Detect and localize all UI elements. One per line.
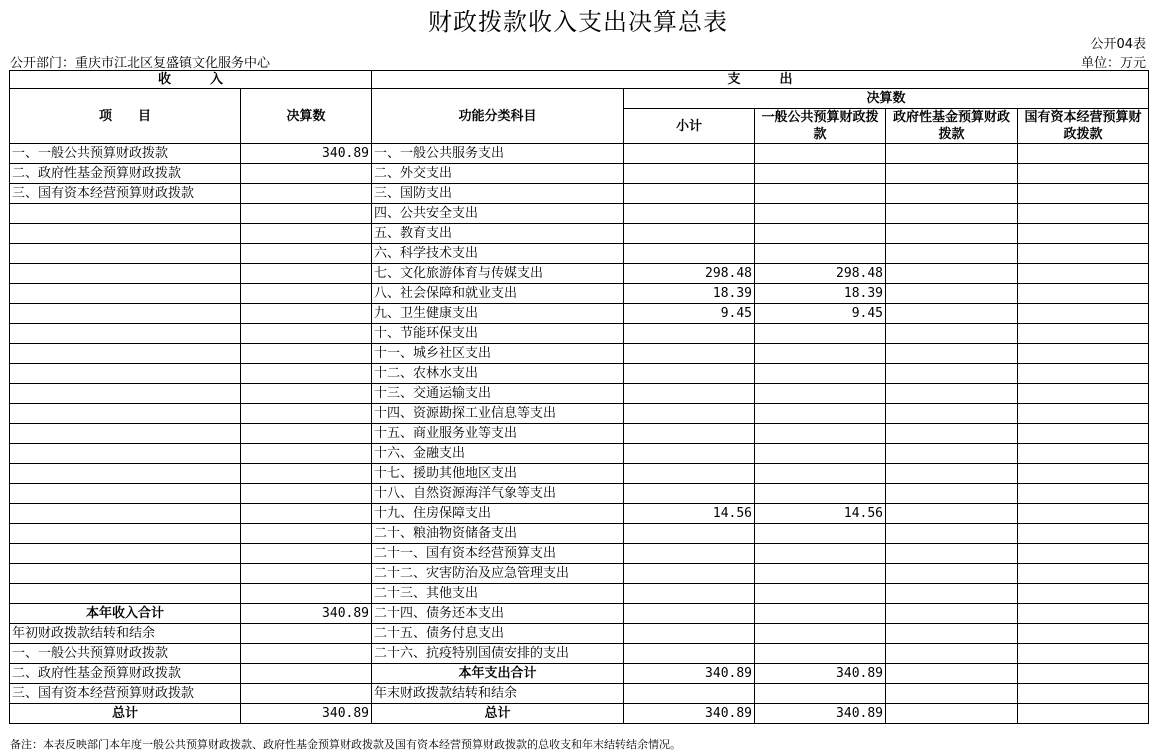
expense-category-cell: 十二、农林水支出	[372, 364, 624, 384]
income-amount-cell	[241, 284, 372, 304]
subtotal-cell	[624, 324, 755, 344]
income-amount-cell	[241, 344, 372, 364]
subtotal-cell: 298.48	[624, 264, 755, 284]
gov-fund-cell	[886, 444, 1018, 464]
subtotal-cell	[624, 584, 755, 604]
income-item-cell	[10, 584, 241, 604]
income-amount-header: 决算数	[241, 89, 372, 144]
income-amount-cell	[241, 264, 372, 284]
table-row	[10, 284, 1149, 304]
table-row	[10, 184, 1149, 204]
general-budget-cell	[755, 424, 886, 444]
subtotal-cell	[624, 544, 755, 564]
subtotal-cell: 340.89	[624, 704, 755, 724]
expense-category-cell: 十六、金融支出	[372, 444, 624, 464]
form-number: 公开04表	[1090, 37, 1146, 52]
subtotal-cell	[624, 604, 755, 624]
general-budget-cell	[755, 204, 886, 224]
state-capital-cell	[1018, 224, 1149, 244]
income-item-cell	[10, 304, 241, 324]
income-item-cell	[10, 404, 241, 424]
general-budget-cell	[755, 164, 886, 184]
income-amount-cell	[241, 504, 372, 524]
gov-fund-cell	[886, 324, 1018, 344]
general-budget-cell	[755, 524, 886, 544]
general-budget-cell	[755, 324, 886, 344]
table-row	[10, 384, 1149, 404]
subtotal-cell	[624, 484, 755, 504]
general-budget-cell	[755, 624, 886, 644]
expense-category-cell: 十八、自然资源海洋气象等支出	[372, 484, 624, 504]
income-amount-cell	[241, 324, 372, 344]
gov-fund-cell	[886, 204, 1018, 224]
expense-category-cell: 二十二、灾害防治及应急管理支出	[372, 564, 624, 584]
table-row	[10, 264, 1149, 284]
income-item-cell: 三、国有资本经营预算财政拨款	[10, 184, 241, 204]
footnote: 备注：本表反映部门本年度一般公共预算财政拨款、政府性基金预算财政拨款及国有资本经营预算财政拨款的总收支和年末结转结余情况。	[10, 738, 681, 751]
subtotal-cell	[624, 224, 755, 244]
table-row	[10, 544, 1149, 564]
expense-category-cell: 二、外交支出	[372, 164, 624, 184]
general-budget-cell	[755, 684, 886, 704]
income-item-cell	[10, 544, 241, 564]
gov-fund-cell	[886, 464, 1018, 484]
table-row	[10, 624, 1149, 644]
subtotal-cell	[624, 244, 755, 264]
income-item-cell: 三、国有资本经营预算财政拨款	[10, 684, 241, 704]
table-row	[10, 684, 1149, 704]
table-row	[10, 164, 1149, 184]
gov-fund-cell	[886, 344, 1018, 364]
table-row	[10, 404, 1149, 424]
table-row	[10, 204, 1149, 224]
gov-fund-cell	[886, 184, 1018, 204]
income-item-cell	[10, 504, 241, 524]
expense-category-cell: 十、节能环保支出	[372, 324, 624, 344]
subtotal-header: 小计	[624, 109, 755, 144]
income-amount-cell	[241, 204, 372, 224]
gov-fund-cell	[886, 544, 1018, 564]
income-item-cell	[10, 284, 241, 304]
income-item-cell	[10, 564, 241, 584]
income-item-cell	[10, 264, 241, 284]
expense-amount-group-header: 决算数	[624, 89, 1149, 109]
gov-fund-cell	[886, 584, 1018, 604]
income-amount-cell	[241, 404, 372, 424]
income-header: 收 入	[10, 71, 372, 89]
general-budget-cell: 14.56	[755, 504, 886, 524]
income-item-cell: 二、政府性基金预算财政拨款	[10, 664, 241, 684]
subtotal-cell	[624, 344, 755, 364]
subtotal-cell	[624, 404, 755, 424]
expense-category-cell: 二十三、其他支出	[372, 584, 624, 604]
gov-fund-cell	[886, 284, 1018, 304]
expense-category-cell: 十四、资源勘探工业信息等支出	[372, 404, 624, 424]
table-row	[10, 484, 1149, 504]
gov-fund-cell	[886, 404, 1018, 424]
expense-category-cell: 七、文化旅游体育与传媒支出	[372, 264, 624, 284]
income-amount-cell: 340.89	[241, 704, 372, 724]
table-row	[10, 664, 1149, 684]
gov-fund-cell	[886, 604, 1018, 624]
table-row	[10, 464, 1149, 484]
subtotal-cell: 340.89	[624, 664, 755, 684]
state-capital-cell	[1018, 664, 1149, 684]
state-capital-cell	[1018, 484, 1149, 504]
general-budget-cell: 340.89	[755, 704, 886, 724]
income-item-cell	[10, 484, 241, 504]
income-item-cell	[10, 524, 241, 544]
state-capital-cell	[1018, 544, 1149, 564]
expense-category-cell: 二十四、债务还本支出	[372, 604, 624, 624]
general-budget-cell	[755, 604, 886, 624]
income-amount-cell	[241, 584, 372, 604]
state-capital-cell	[1018, 444, 1149, 464]
general-budget-cell	[755, 584, 886, 604]
table-row	[10, 604, 1149, 624]
state-capital-cell	[1018, 404, 1149, 424]
gov-fund-cell	[886, 364, 1018, 384]
income-amount-cell	[241, 544, 372, 564]
table-row	[10, 244, 1149, 264]
general-budget-cell	[755, 404, 886, 424]
income-item-cell	[10, 224, 241, 244]
income-amount-cell	[241, 424, 372, 444]
gov-fund-cell	[886, 524, 1018, 544]
gov-fund-cell	[886, 564, 1018, 584]
state-capital-cell	[1018, 704, 1149, 724]
subtotal-cell	[624, 164, 755, 184]
gov-fund-cell	[886, 504, 1018, 524]
state-capital-cell	[1018, 684, 1149, 704]
item-header: 项 目	[10, 89, 241, 144]
state-capital-cell	[1018, 344, 1149, 364]
expense-category-cell: 五、教育支出	[372, 224, 624, 244]
state-capital-cell	[1018, 164, 1149, 184]
state-capital-cell	[1018, 204, 1149, 224]
page-title: 财政拨款收入支出决算总表	[428, 8, 728, 36]
table-row	[10, 524, 1149, 544]
income-amount-cell	[241, 364, 372, 384]
subtotal-cell	[624, 384, 755, 404]
state-capital-cell	[1018, 304, 1149, 324]
income-item-cell	[10, 364, 241, 384]
table-row	[10, 504, 1149, 524]
state-capital-cell	[1018, 564, 1149, 584]
income-amount-cell	[241, 564, 372, 584]
general-budget-cell	[755, 244, 886, 264]
gov-fund-cell	[886, 224, 1018, 244]
expense-category-cell: 九、卫生健康支出	[372, 304, 624, 324]
general-budget-cell: 340.89	[755, 664, 886, 684]
gov-fund-cell	[886, 264, 1018, 284]
income-amount-cell	[241, 684, 372, 704]
gov-fund-cell	[886, 244, 1018, 264]
table-row	[10, 304, 1149, 324]
subtotal-cell	[624, 524, 755, 544]
expense-category-cell: 一、一般公共服务支出	[372, 144, 624, 164]
expense-category-cell: 十一、城乡社区支出	[372, 344, 624, 364]
income-amount-cell	[241, 624, 372, 644]
income-item-cell: 总计	[10, 704, 241, 724]
income-amount-cell	[241, 164, 372, 184]
state-capital-cell	[1018, 624, 1149, 644]
subtotal-cell	[624, 184, 755, 204]
table-row	[10, 324, 1149, 344]
income-amount-cell	[241, 244, 372, 264]
general-budget-cell: 18.39	[755, 284, 886, 304]
subtotal-cell	[624, 424, 755, 444]
income-amount-cell	[241, 484, 372, 504]
state-capital-cell	[1018, 384, 1149, 404]
gov-fund-cell	[886, 424, 1018, 444]
income-amount-cell	[241, 384, 372, 404]
income-item-cell	[10, 344, 241, 364]
income-item-cell: 本年收入合计	[10, 604, 241, 624]
state-capital-header: 国有资本经营预算财政拨款	[1018, 109, 1149, 144]
general-budget-cell: 298.48	[755, 264, 886, 284]
income-amount-cell	[241, 304, 372, 324]
expense-category-cell: 十九、住房保障支出	[372, 504, 624, 524]
subtotal-cell	[624, 444, 755, 464]
income-item-cell: 年初财政拨款结转和结余	[10, 624, 241, 644]
subtotal-cell	[624, 144, 755, 164]
income-item-cell: 一、一般公共预算财政拨款	[10, 644, 241, 664]
expense-category-cell: 二十一、国有资本经营预算支出	[372, 544, 624, 564]
expense-category-cell: 本年支出合计	[372, 664, 624, 684]
table-row	[10, 444, 1149, 464]
general-budget-cell	[755, 444, 886, 464]
department-label: 公开部门：重庆市江北区复盛镇文化服务中心	[10, 56, 271, 71]
gov-fund-cell	[886, 384, 1018, 404]
state-capital-cell	[1018, 464, 1149, 484]
gov-fund-header: 政府性基金预算财政拨款	[886, 109, 1018, 144]
income-amount-cell	[241, 524, 372, 544]
general-budget-cell	[755, 144, 886, 164]
general-budget-cell	[755, 564, 886, 584]
general-budget-header: 一般公共预算财政拨款	[755, 109, 886, 144]
expense-category-cell: 二十、粮油物资储备支出	[372, 524, 624, 544]
gov-fund-cell	[886, 164, 1018, 184]
subtotal-cell	[624, 644, 755, 664]
general-budget-cell	[755, 184, 886, 204]
subtotal-cell	[624, 564, 755, 584]
budget-table	[9, 70, 1149, 724]
expense-category-cell: 总计	[372, 704, 624, 724]
gov-fund-cell	[886, 704, 1018, 724]
income-item-cell	[10, 424, 241, 444]
state-capital-cell	[1018, 144, 1149, 164]
expense-category-cell: 八、社会保障和就业支出	[372, 284, 624, 304]
general-budget-cell	[755, 364, 886, 384]
gov-fund-cell	[886, 304, 1018, 324]
expense-category-cell: 年末财政拨款结转和结余	[372, 684, 624, 704]
subtotal-cell: 9.45	[624, 304, 755, 324]
general-budget-cell	[755, 544, 886, 564]
expense-category-cell: 四、公共安全支出	[372, 204, 624, 224]
general-budget-cell	[755, 464, 886, 484]
function-category-header: 功能分类科目	[372, 89, 624, 144]
state-capital-cell	[1018, 364, 1149, 384]
income-amount-cell	[241, 444, 372, 464]
state-capital-cell	[1018, 244, 1149, 264]
table-row	[10, 644, 1149, 664]
expense-category-cell: 二十五、债务付息支出	[372, 624, 624, 644]
income-item-cell: 一、一般公共预算财政拨款	[10, 144, 241, 164]
income-item-cell	[10, 324, 241, 344]
gov-fund-cell	[886, 644, 1018, 664]
table-row	[10, 584, 1149, 604]
table-row	[10, 364, 1149, 384]
subtotal-cell	[624, 464, 755, 484]
income-item-cell	[10, 384, 241, 404]
expense-category-cell: 十七、援助其他地区支出	[372, 464, 624, 484]
subtotal-cell	[624, 204, 755, 224]
state-capital-cell	[1018, 604, 1149, 624]
gov-fund-cell	[886, 684, 1018, 704]
expense-header: 支 出	[372, 71, 1149, 89]
general-budget-cell	[755, 644, 886, 664]
expense-category-cell: 十三、交通运输支出	[372, 384, 624, 404]
gov-fund-cell	[886, 664, 1018, 684]
state-capital-cell	[1018, 324, 1149, 344]
income-amount-cell: 340.89	[241, 144, 372, 164]
income-amount-cell	[241, 644, 372, 664]
subtotal-cell	[624, 624, 755, 644]
state-capital-cell	[1018, 264, 1149, 284]
expense-category-cell: 六、科学技术支出	[372, 244, 624, 264]
income-item-cell	[10, 204, 241, 224]
table-row	[10, 564, 1149, 584]
subtotal-cell	[624, 364, 755, 384]
income-amount-cell: 340.89	[241, 604, 372, 624]
state-capital-cell	[1018, 284, 1149, 304]
table-row	[10, 424, 1149, 444]
subtotal-cell	[624, 684, 755, 704]
state-capital-cell	[1018, 504, 1149, 524]
income-amount-cell	[241, 464, 372, 484]
income-item-cell: 二、政府性基金预算财政拨款	[10, 164, 241, 184]
gov-fund-cell	[886, 624, 1018, 644]
table-row	[10, 224, 1149, 244]
state-capital-cell	[1018, 584, 1149, 604]
table-row	[10, 704, 1149, 724]
gov-fund-cell	[886, 484, 1018, 504]
income-item-cell	[10, 464, 241, 484]
table-row	[10, 344, 1149, 364]
state-capital-cell	[1018, 424, 1149, 444]
general-budget-cell	[755, 224, 886, 244]
expense-category-cell: 二十六、抗疫特别国债安排的支出	[372, 644, 624, 664]
state-capital-cell	[1018, 524, 1149, 544]
subtotal-cell: 18.39	[624, 284, 755, 304]
income-amount-cell	[241, 184, 372, 204]
general-budget-cell	[755, 484, 886, 504]
subtotal-cell: 14.56	[624, 504, 755, 524]
income-item-cell	[10, 444, 241, 464]
gov-fund-cell	[886, 144, 1018, 164]
unit-label: 单位：万元	[1080, 56, 1146, 71]
income-amount-cell	[241, 664, 372, 684]
state-capital-cell	[1018, 644, 1149, 664]
table-row	[10, 144, 1149, 164]
general-budget-cell	[755, 344, 886, 364]
income-amount-cell	[241, 224, 372, 244]
expense-category-cell: 三、国防支出	[372, 184, 624, 204]
state-capital-cell	[1018, 184, 1149, 204]
expense-category-cell: 十五、商业服务业等支出	[372, 424, 624, 444]
income-item-cell	[10, 244, 241, 264]
general-budget-cell: 9.45	[755, 304, 886, 324]
general-budget-cell	[755, 384, 886, 404]
